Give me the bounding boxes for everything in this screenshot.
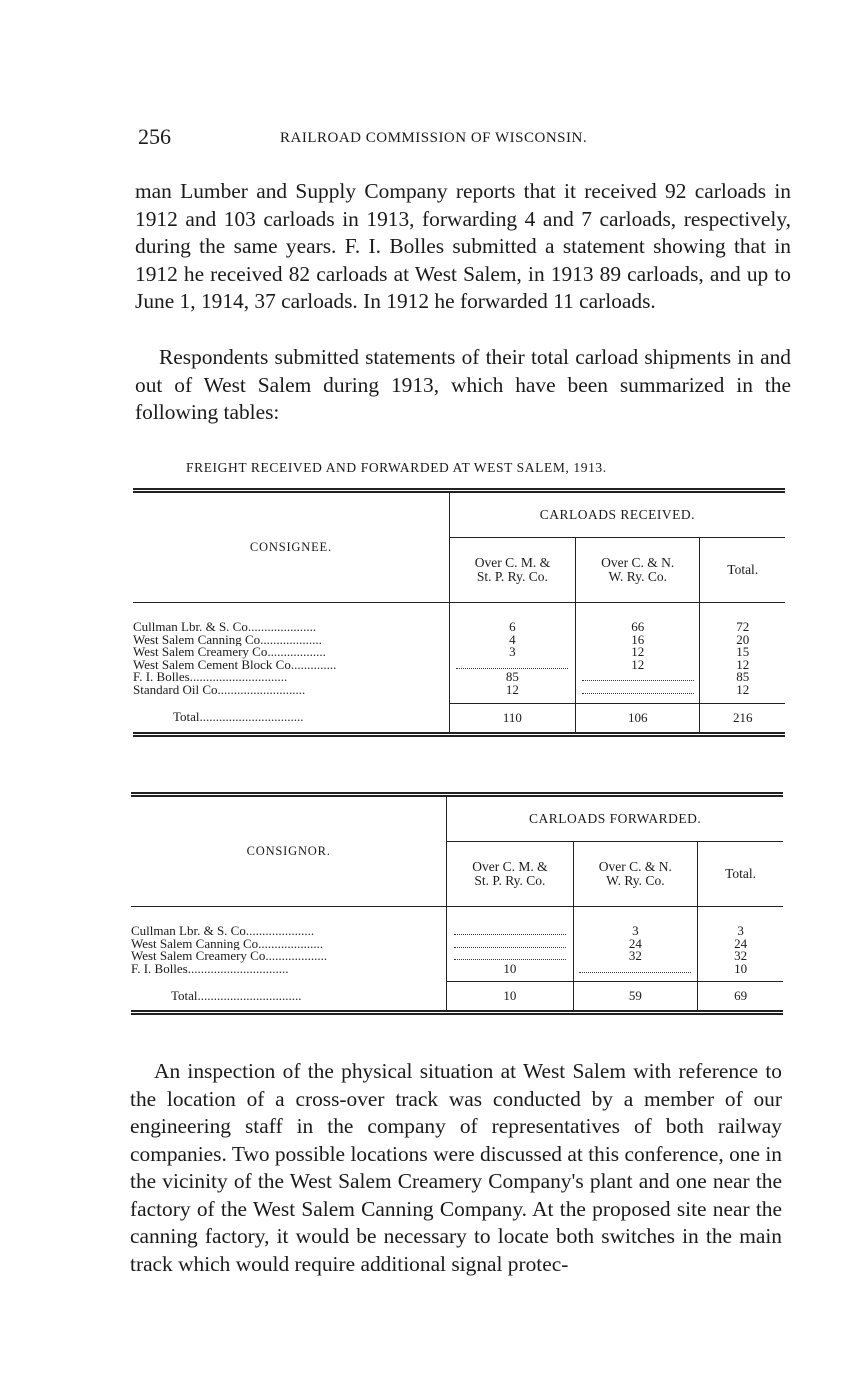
table-row-name: Cullman Lbr. & S. Co.....................: [131, 925, 315, 938]
cmstp-values: 10: [447, 907, 573, 982]
consignee-header: CONSIGNEE.: [133, 491, 449, 603]
page-number: 256: [138, 124, 171, 149]
consignee-names: [133, 603, 449, 704]
page-header: [138, 124, 788, 154]
table-row-name: West Salem Creamery Co..................: [133, 646, 326, 659]
running-head: RAILROAD COMMISSION OF WISCONSIN.: [280, 130, 588, 146]
table-row-name: West Salem Cement Block Co..............: [133, 658, 337, 672]
table-row-name: West Salem Canning Co...................: [133, 633, 322, 647]
table-row-name: F. I. Bolles..............................: [133, 671, 288, 684]
consignor-header: CONSIGNOR.: [131, 795, 447, 907]
cmstp-column-header: Over C. M. & St. P. Ry. Co.: [447, 842, 573, 907]
total-cmstp: 110: [449, 703, 575, 734]
table-row-name: F. I. Bolles...............................: [131, 962, 289, 976]
paragraph-summary: Respondents submitted statements of their total carload shipments in and out of West Salem during 1913, which have been summarized in the following tables:: [135, 345, 791, 424]
carloads-forwarded-table: [131, 792, 783, 1015]
total-values: 72 20 15 12 85 12: [736, 621, 750, 697]
carloads-received-header: CARLOADS RECEIVED.: [449, 491, 785, 538]
carloads-forwarded-header: CARLOADS FORWARDED.: [447, 795, 783, 842]
grand-total: 216: [700, 703, 785, 734]
table-row-name: West Salem Canning Co....................: [131, 937, 324, 951]
total-values: 3 24 32 10: [734, 925, 748, 976]
total-cmstp: 10: [447, 982, 573, 1013]
consignor-names: [131, 907, 447, 982]
total-cnw: 59: [573, 982, 698, 1013]
paragraph-inspection: An inspection of the physical situation at West Salem with reference to the location of a cross-over track was conducted by a member of our engineering staff in the company of representatives of both railway companies. Two possible locations were discussed at this conference, one in the vicinity of the West Salem Creamery Company's plant and one near the factory of the West Salem Canning Company. At the proposed site near the canning factory, it would be necessary to locate both switches in the main track which would require additional signal protec-: [130, 1059, 782, 1276]
cnw-column-header: Over C. & N. W. Ry. Co.: [575, 538, 700, 603]
cnw-column-header: Over C. & N. W. Ry. Co.: [573, 842, 698, 907]
table-row-name: Standard Oil Co...........................: [133, 683, 306, 697]
empty-leader: [447, 950, 572, 963]
empty-leader: [576, 671, 700, 684]
total-row: [131, 982, 783, 1013]
empty-leader: [447, 925, 572, 938]
total-row: [133, 703, 785, 734]
cnw-values: 3 24 32: [573, 907, 698, 982]
empty-leader: [574, 963, 698, 976]
table-caption: FREIGHT RECEIVED AND FORWARDED AT WEST SALEM, 1913.: [186, 460, 607, 475]
table-body: [131, 907, 783, 982]
cmstp-column-header: Over C. M. & St. P. Ry. Co.: [449, 538, 575, 603]
table-body: [133, 603, 785, 704]
empty-leader: [450, 659, 575, 672]
grand-total: 69: [698, 982, 783, 1013]
carloads-received-table: [133, 488, 785, 737]
paragraph-intro: man Lumber and Supply Company reports that it received 92 carloads in 1912 and 103 carloads in 1913, forwarding 4 and 7 carloads, respectively, during the same years. F. I. Bolles submitted a statement showing that in 1912 he received 82 carloads at West Salem, in 1913 89 carloads, and up to June 1, 1914, 37 carloads. In 1912 he forwarded 11 carloads.: [135, 179, 791, 313]
total-column-header: Total.: [700, 538, 785, 603]
cnw-values: 66 16 12 12: [575, 603, 700, 704]
empty-leader: [576, 684, 700, 697]
total-column-header: Total.: [698, 842, 783, 907]
total-label: Total................................: [131, 982, 447, 1013]
table-row-name: Cullman Lbr. & S. Co.....................: [133, 621, 317, 634]
total-label: Total................................: [133, 703, 449, 734]
cmstp-values: 6 4 3 85 12: [449, 603, 575, 704]
total-cnw: 106: [575, 703, 700, 734]
table-row-name: West Salem Creamery Co...................: [131, 950, 328, 963]
empty-leader: [447, 938, 572, 951]
